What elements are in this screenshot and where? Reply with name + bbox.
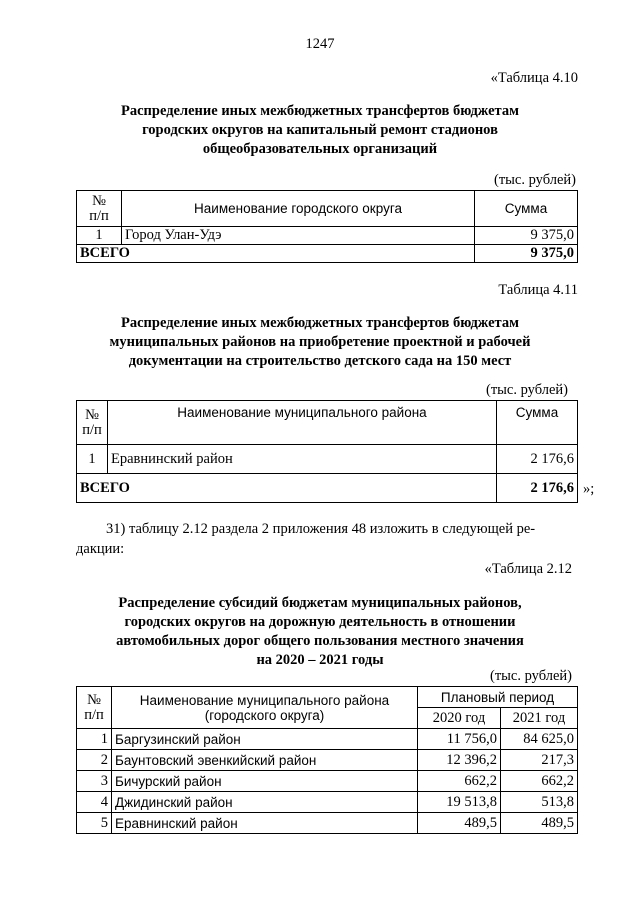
row-2020: 19 513,8	[418, 792, 501, 813]
table-row	[77, 771, 578, 792]
table-row	[77, 792, 578, 813]
row-num: 5	[77, 813, 112, 834]
closing-quote: »;	[583, 481, 595, 497]
table-row	[77, 813, 578, 834]
table-4-11-units: (тыс. рублей)	[486, 382, 568, 398]
row-sum: 9 375,0	[475, 227, 578, 245]
row-2021: 489,5	[501, 813, 578, 834]
table-header-row	[77, 401, 578, 445]
total-sum: 2 176,6	[497, 474, 578, 503]
title-line: муниципальных районов на приобретение проектной и рабочей	[109, 334, 531, 350]
title-line: городских округов на капитальный ремонт стадионов	[142, 122, 498, 138]
header-name: Наименование городского округа	[122, 191, 475, 227]
table-header-row	[77, 687, 578, 708]
total-label: ВСЕГО	[77, 245, 475, 263]
header-sum: Сумма	[475, 191, 578, 227]
table-4-11-title	[60, 314, 580, 371]
table-4-10-label: «Таблица 4.10	[490, 70, 578, 86]
row-num: 2	[77, 750, 112, 771]
header-num	[77, 401, 108, 445]
title-line: на 2020 – 2021 годы	[256, 652, 384, 668]
row-name: Баргузинский район	[112, 729, 418, 750]
header-num-line: п/п	[82, 421, 102, 438]
row-2020: 11 756,0	[418, 729, 501, 750]
row-num: 3	[77, 771, 112, 792]
table-total-row	[77, 245, 578, 263]
row-num: 1	[77, 227, 122, 245]
header-2020: 2020 год	[418, 708, 501, 729]
table-4-10-title	[60, 102, 580, 159]
header-name	[112, 687, 418, 729]
table-total-row	[77, 474, 578, 503]
header-num	[77, 191, 122, 227]
row-num: 4	[77, 792, 112, 813]
header-num	[77, 687, 112, 729]
title-line: Распределение иных межбюджетных трансфертов бюджетам	[121, 315, 519, 331]
title-line: автомобильных дорог общего пользования местного значения	[116, 633, 524, 649]
table-row	[77, 445, 578, 474]
header-sum: Сумма	[497, 401, 578, 445]
row-num: 1	[77, 445, 108, 474]
row-2021: 84 625,0	[501, 729, 578, 750]
title-line: городских округов на дорожную деятельность в отношении	[124, 614, 516, 630]
row-name: Еравнинский район	[112, 813, 418, 834]
table-2-12	[76, 686, 578, 834]
row-2020: 489,5	[418, 813, 501, 834]
row-sum: 2 176,6	[497, 445, 578, 474]
row-name: Баунтовский эвенкийский район	[112, 750, 418, 771]
row-2021: 513,8	[501, 792, 578, 813]
title-line: Распределение субсидий бюджетам муниципальных районов,	[118, 595, 522, 611]
paragraph-line-2: дакции:	[76, 541, 125, 557]
header-2021: 2021 год	[501, 708, 578, 729]
row-2021: 662,2	[501, 771, 578, 792]
title-line: общеобразовательных организаций	[202, 141, 438, 157]
title-line: документации на строительство детского сада на 150 мест	[128, 353, 512, 369]
table-header-row	[77, 191, 578, 227]
header-name-line: Наименование муниципального района	[139, 692, 390, 708]
title-line: Распределение иных межбюджетных трансфертов бюджетам	[121, 103, 519, 119]
row-2021: 217,3	[501, 750, 578, 771]
header-num-line: №	[92, 192, 106, 209]
page-number: 1247	[305, 36, 335, 52]
header-num-line: №	[87, 691, 101, 708]
row-name: Еравнинский район	[108, 445, 497, 474]
table-4-11-label: Таблица 4.11	[498, 282, 578, 298]
header-period: Плановый период	[418, 687, 578, 708]
table-2-12-title	[60, 594, 580, 670]
table-2-12-units: (тыс. рублей)	[490, 668, 572, 684]
table-4-11	[76, 400, 578, 503]
table-row	[77, 729, 578, 750]
table-4-10-units: (тыс. рублей)	[494, 172, 576, 188]
row-2020: 662,2	[418, 771, 501, 792]
header-num-line: п/п	[84, 706, 104, 723]
header-name: Наименование муниципального района	[108, 401, 497, 445]
total-sum: 9 375,0	[475, 245, 578, 263]
row-num: 1	[77, 729, 112, 750]
header-num-line: п/п	[89, 207, 109, 224]
row-name: Бичурский район	[112, 771, 418, 792]
row-name: Город Улан-Удэ	[122, 227, 475, 245]
table-4-10	[76, 190, 578, 263]
table-row	[77, 227, 578, 245]
header-num-line: №	[85, 406, 99, 423]
row-name: Джидинский район	[112, 792, 418, 813]
total-label: ВСЕГО	[77, 474, 497, 503]
table-2-12-label: «Таблица 2.12	[484, 561, 572, 577]
row-2020: 12 396,2	[418, 750, 501, 771]
paragraph-line-1: 31) таблицу 2.12 раздела 2 приложения 48 изложить в следующей ре-	[106, 521, 536, 537]
table-row	[77, 750, 578, 771]
header-name-line: (городского округа)	[204, 707, 325, 723]
